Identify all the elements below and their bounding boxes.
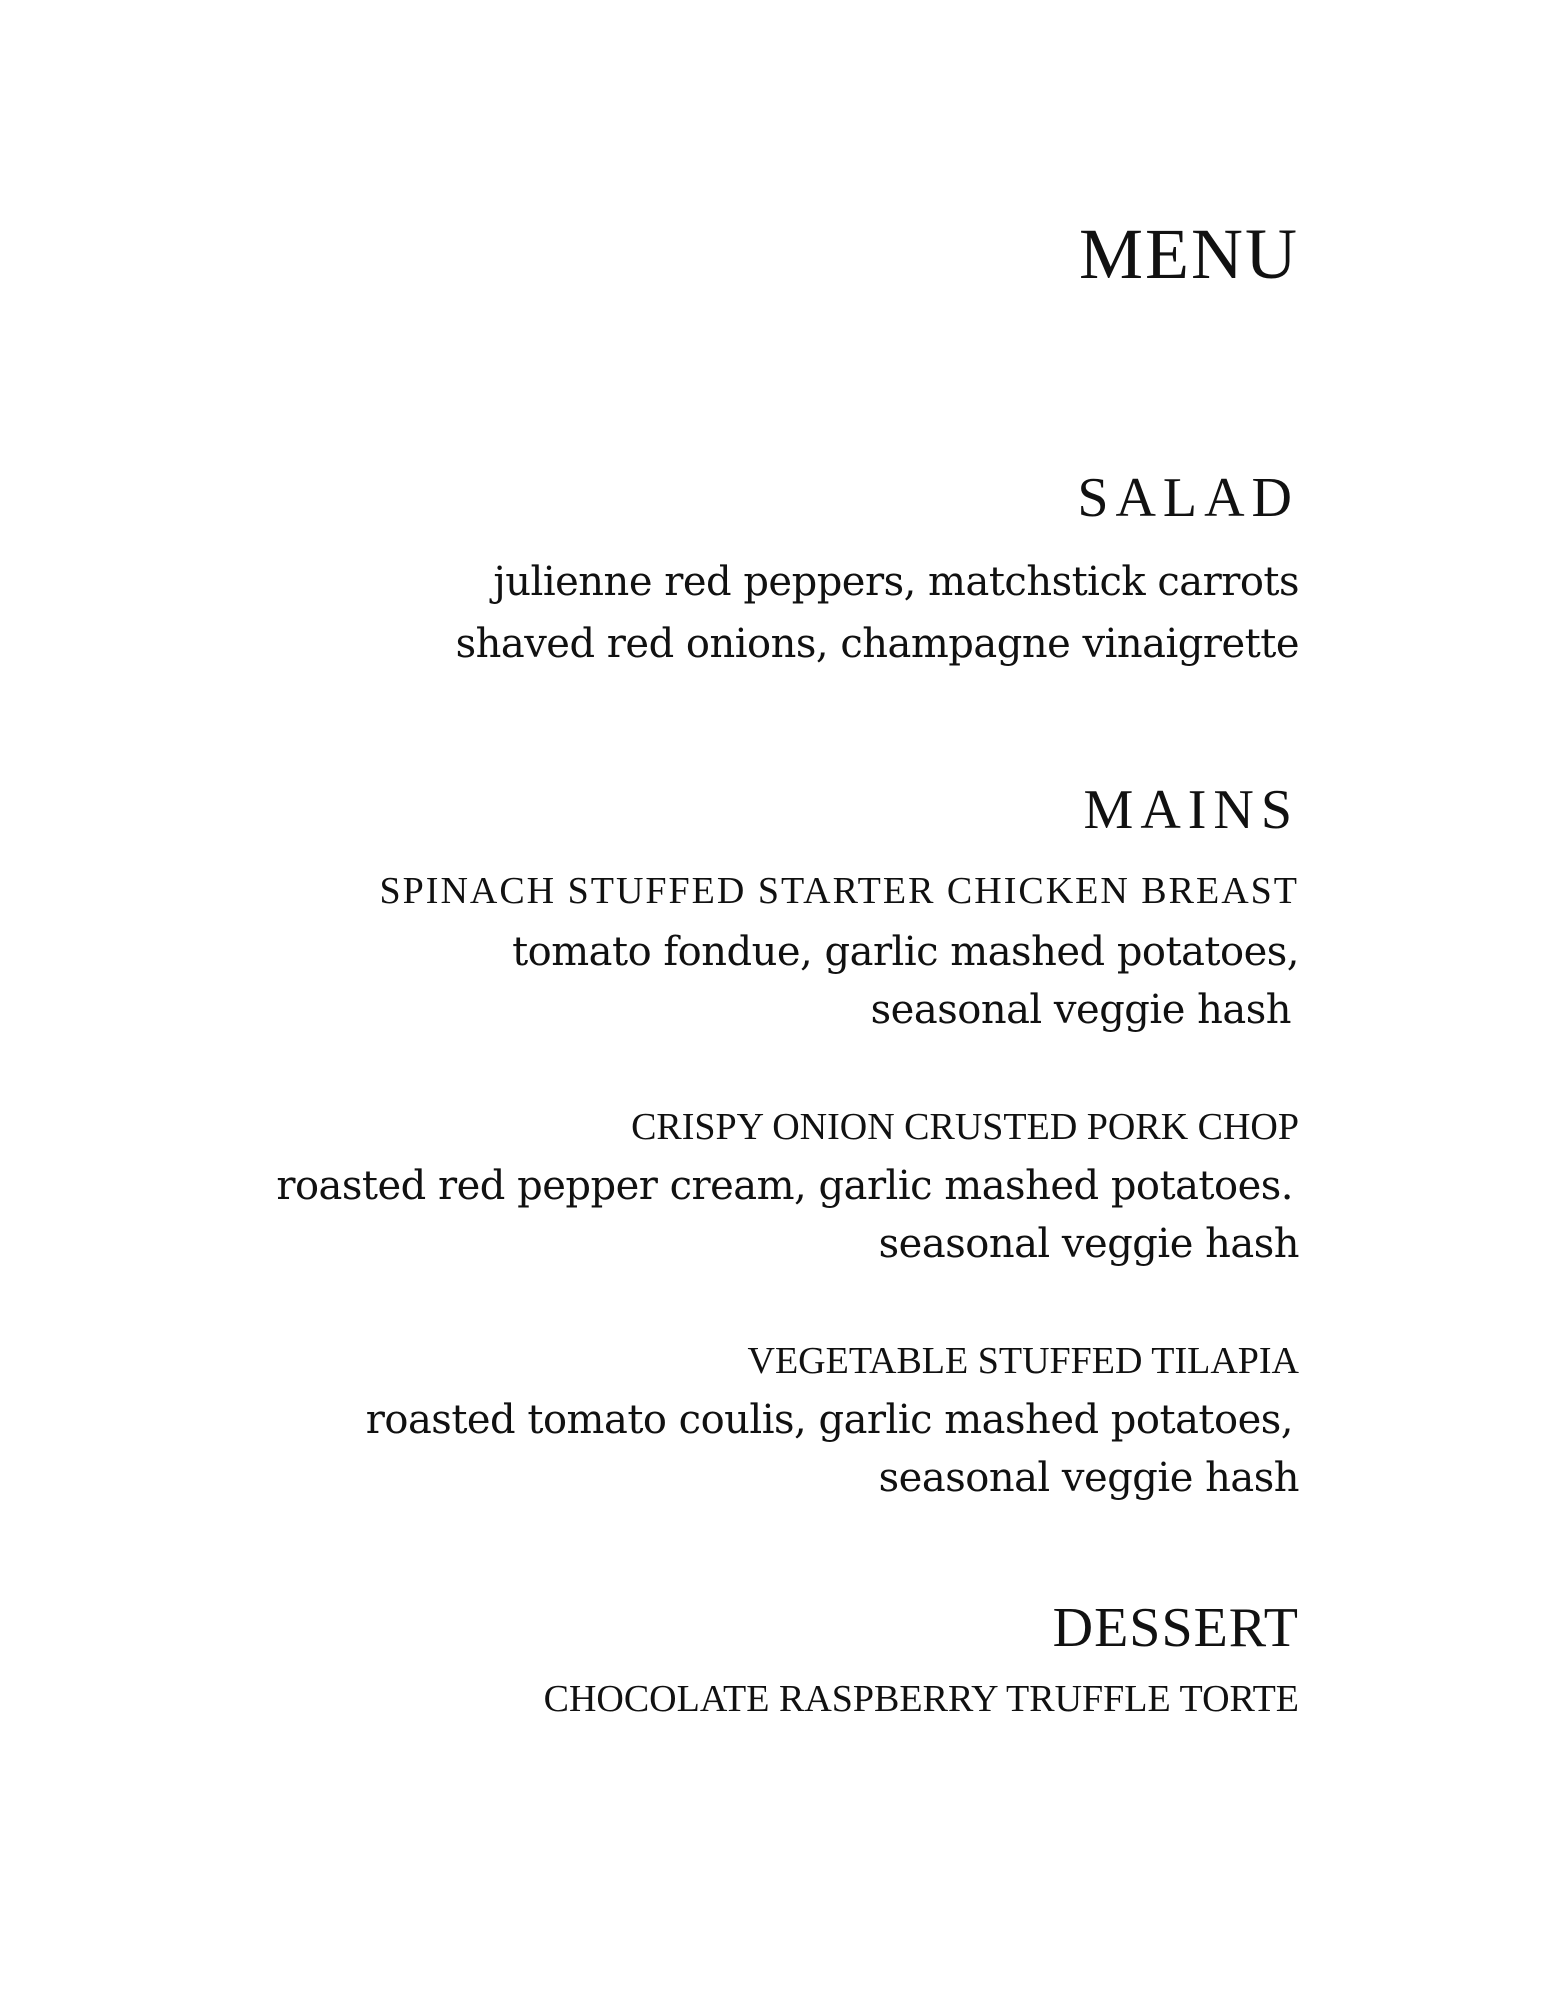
main-dish-name-chicken: SPINACH STUFFED STARTER CHICKEN BREAST [379, 870, 1299, 912]
dessert-item: CHOCOLATE RASPBERRY TRUFFLE TORTE [543, 1678, 1299, 1720]
salad-heading: SALAD [1077, 467, 1299, 529]
main-dish-description-pork-line-2: seasonal veggie hash [878, 1221, 1299, 1267]
salad-description-line-1: julienne red peppers, matchstick carrots [493, 559, 1299, 605]
mains-heading: MAINS [1083, 779, 1299, 841]
salad-description-line-2: shaved red onions, champagne vinaigrette [455, 621, 1299, 667]
main-dish-description-tilapia-line-2: seasonal veggie hash [878, 1455, 1299, 1501]
main-dish-description-chicken-line-1: tomato fondue, garlic mashed potatoes, [512, 929, 1299, 975]
dessert-heading: DESSERT [1052, 1597, 1299, 1659]
menu-title: MENU [1079, 214, 1299, 294]
main-dish-description-pork-line-1: roasted red pepper cream, garlic mashed potatoes. [276, 1163, 1293, 1209]
main-dish-description-chicken-line-2: seasonal veggie hash [870, 987, 1291, 1033]
main-dish-name-tilapia: VEGETABLE STUFFED TILAPIA [747, 1340, 1299, 1382]
main-dish-name-pork: CRISPY ONION CRUSTED PORK CHOP [631, 1106, 1299, 1148]
main-dish-description-tilapia-line-1: roasted tomato coulis, garlic mashed potatoes, [365, 1397, 1293, 1443]
